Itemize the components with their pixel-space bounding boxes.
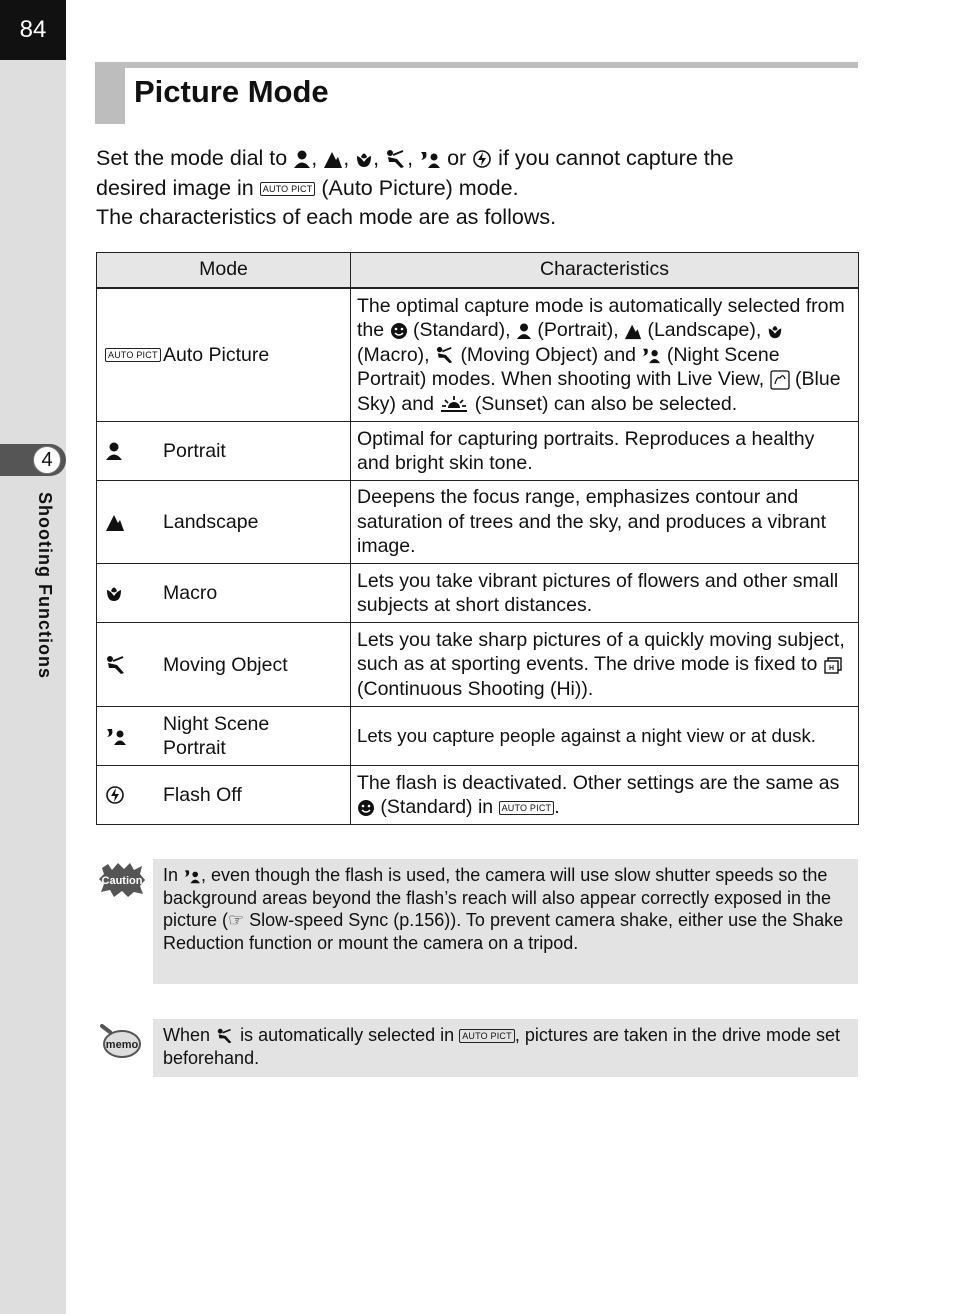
moving-object-icon bbox=[105, 655, 127, 675]
caution-text: In bbox=[163, 865, 179, 885]
auto-pict-icon: AUTO PICT bbox=[499, 801, 555, 815]
auto-pict-icon: AUTO PICT bbox=[260, 182, 316, 196]
auto-pict-icon: AUTO PICT bbox=[105, 348, 161, 362]
mode-name: Portrait bbox=[163, 440, 226, 462]
intro-or: or bbox=[447, 146, 467, 170]
portrait-icon bbox=[293, 149, 311, 169]
table-header-row bbox=[97, 253, 859, 288]
continuous-shooting-hi-icon bbox=[823, 655, 843, 675]
memo-note bbox=[153, 1019, 858, 1077]
char-text: (Continuous Shooting (Hi)). bbox=[357, 677, 594, 700]
mode-name bbox=[163, 712, 269, 760]
char-text: (Landscape), bbox=[647, 319, 762, 341]
mode-cell bbox=[97, 422, 351, 481]
standard-icon bbox=[357, 799, 375, 817]
memo-text: , pictures are taken in the drive mode set beforehand. bbox=[163, 1025, 840, 1068]
table-row bbox=[97, 564, 859, 623]
night-scene-portrait-icon bbox=[419, 149, 441, 169]
caution-text: , even though the flash is used, the camera will use slow shutter speeds so the background areas beyond the flash’s reach will also appear correctly exposed in the picture (☞ Slow-speed Sync (p.156)). To prevent camera shake, either use the Shake Reduction function or mount the camera on a tripod. bbox=[163, 865, 844, 953]
portrait-icon bbox=[516, 322, 532, 340]
flash-off-icon bbox=[105, 785, 125, 805]
table-row bbox=[97, 707, 859, 766]
char-text: . bbox=[554, 796, 560, 818]
characteristics-cell: Lets you capture people against a night view or at dusk. bbox=[351, 707, 859, 766]
memo-icon bbox=[98, 1022, 142, 1067]
intro-line-2-start: desired image in bbox=[96, 175, 254, 200]
mode-cell bbox=[97, 288, 351, 422]
mode-cell bbox=[97, 564, 351, 623]
char-text: (Night Scene Portrait) modes. When shooting with Live View, bbox=[357, 343, 780, 390]
page-number: 84 bbox=[0, 0, 66, 60]
table-row bbox=[97, 288, 859, 422]
svg-text:H: H bbox=[828, 665, 834, 673]
blue-sky-icon bbox=[770, 370, 790, 390]
header-characteristics: Characteristics bbox=[351, 253, 859, 288]
chapter-number: 4 bbox=[33, 446, 61, 474]
landscape-icon bbox=[323, 149, 343, 169]
characteristics-cell: Optimal for capturing portraits. Reproduces a healthy and bright skin tone. bbox=[351, 422, 859, 481]
mode-name: Auto Picture bbox=[163, 343, 270, 366]
table-row bbox=[97, 766, 859, 825]
char-text: (Portrait), bbox=[537, 319, 619, 341]
table-row bbox=[97, 481, 859, 564]
flash-off-icon bbox=[472, 149, 492, 169]
page-title: Picture Mode bbox=[134, 74, 329, 109]
intro-line-1-end: if you cannot capture the bbox=[498, 146, 734, 170]
header-mode: Mode bbox=[97, 253, 351, 288]
char-text: (Macro), bbox=[357, 343, 430, 366]
mode-name: Landscape bbox=[163, 511, 259, 533]
char-text: Lets you take sharp pictures of a quickly moving subject, such as at sporting events. The drive mode is fixed to bbox=[357, 628, 845, 676]
night-scene-portrait-icon bbox=[641, 346, 661, 364]
standard-icon bbox=[390, 322, 408, 340]
memo-icon-label: memo bbox=[105, 1039, 139, 1051]
separator: , bbox=[343, 146, 350, 170]
landscape-icon bbox=[105, 512, 125, 532]
mode-cell bbox=[97, 623, 351, 707]
intro-line-2 bbox=[96, 174, 856, 204]
mode-cell bbox=[97, 766, 351, 825]
macro-icon bbox=[105, 583, 123, 603]
auto-pict-icon: AUTO PICT bbox=[459, 1029, 515, 1043]
separator: , bbox=[373, 146, 380, 170]
moving-object-icon bbox=[385, 149, 407, 169]
chapter-label: Shooting Functions bbox=[35, 492, 55, 679]
night-scene-portrait-icon bbox=[105, 726, 127, 746]
landscape-icon bbox=[624, 322, 642, 340]
memo-text: is automatically selected in bbox=[240, 1025, 455, 1045]
page-sidebar bbox=[0, 0, 66, 1314]
macro-icon bbox=[767, 322, 783, 340]
char-text: (Sunset) can also be selected. bbox=[474, 392, 738, 415]
portrait-icon bbox=[105, 441, 123, 461]
mode-name: Moving Object bbox=[163, 653, 288, 676]
caution-note bbox=[153, 859, 858, 984]
intro-line-1-start: Set the mode dial to bbox=[96, 146, 288, 170]
intro-line-1 bbox=[96, 144, 856, 174]
mode-name-line-2: Portrait bbox=[163, 737, 226, 759]
mode-cell bbox=[97, 707, 351, 766]
moving-object-icon bbox=[435, 346, 455, 364]
sunset-icon bbox=[439, 394, 469, 414]
macro-icon bbox=[355, 149, 373, 169]
title-rule bbox=[95, 62, 858, 68]
characteristics-cell bbox=[351, 766, 859, 825]
table-row bbox=[97, 422, 859, 481]
mode-cell bbox=[97, 481, 351, 564]
char-text: (Moving Object) and bbox=[460, 343, 637, 366]
table-row bbox=[97, 623, 859, 707]
char-text: The optimal capture mode is automatically selected from the bbox=[357, 294, 845, 341]
modes-table bbox=[96, 252, 859, 825]
char-text: The flash is deactivated. Other settings are the same as bbox=[357, 771, 840, 794]
characteristics-cell: Deepens the focus range, emphasizes contour and saturation of trees and the sky, and produces a vibrant image. bbox=[351, 481, 859, 564]
separator: , bbox=[311, 146, 318, 170]
mode-name: Flash Off bbox=[163, 784, 242, 806]
mode-name-line-1: Night Scene bbox=[163, 713, 270, 735]
intro-line-2-end: (Auto Picture) mode. bbox=[321, 175, 519, 200]
intro-line-3: The characteristics of each mode are as follows. bbox=[96, 205, 557, 229]
characteristics-cell: Lets you take vibrant pictures of flowers and other small subjects at short distances. bbox=[351, 564, 859, 623]
caution-icon-label: Caution bbox=[101, 875, 143, 887]
mode-name: Macro bbox=[163, 582, 218, 604]
characteristics-cell bbox=[351, 288, 859, 422]
caution-icon bbox=[98, 862, 146, 903]
intro-text bbox=[96, 144, 856, 233]
char-text: (Standard), bbox=[412, 319, 511, 341]
separator: , bbox=[407, 146, 414, 170]
char-text: (Blue Sky) and bbox=[357, 368, 841, 415]
char-text: (Standard) in bbox=[380, 796, 494, 818]
moving-object-icon bbox=[215, 1028, 235, 1044]
memo-text: When bbox=[163, 1025, 211, 1045]
characteristics-cell bbox=[351, 623, 859, 707]
title-marker bbox=[95, 62, 125, 124]
night-scene-portrait-icon bbox=[183, 868, 201, 884]
